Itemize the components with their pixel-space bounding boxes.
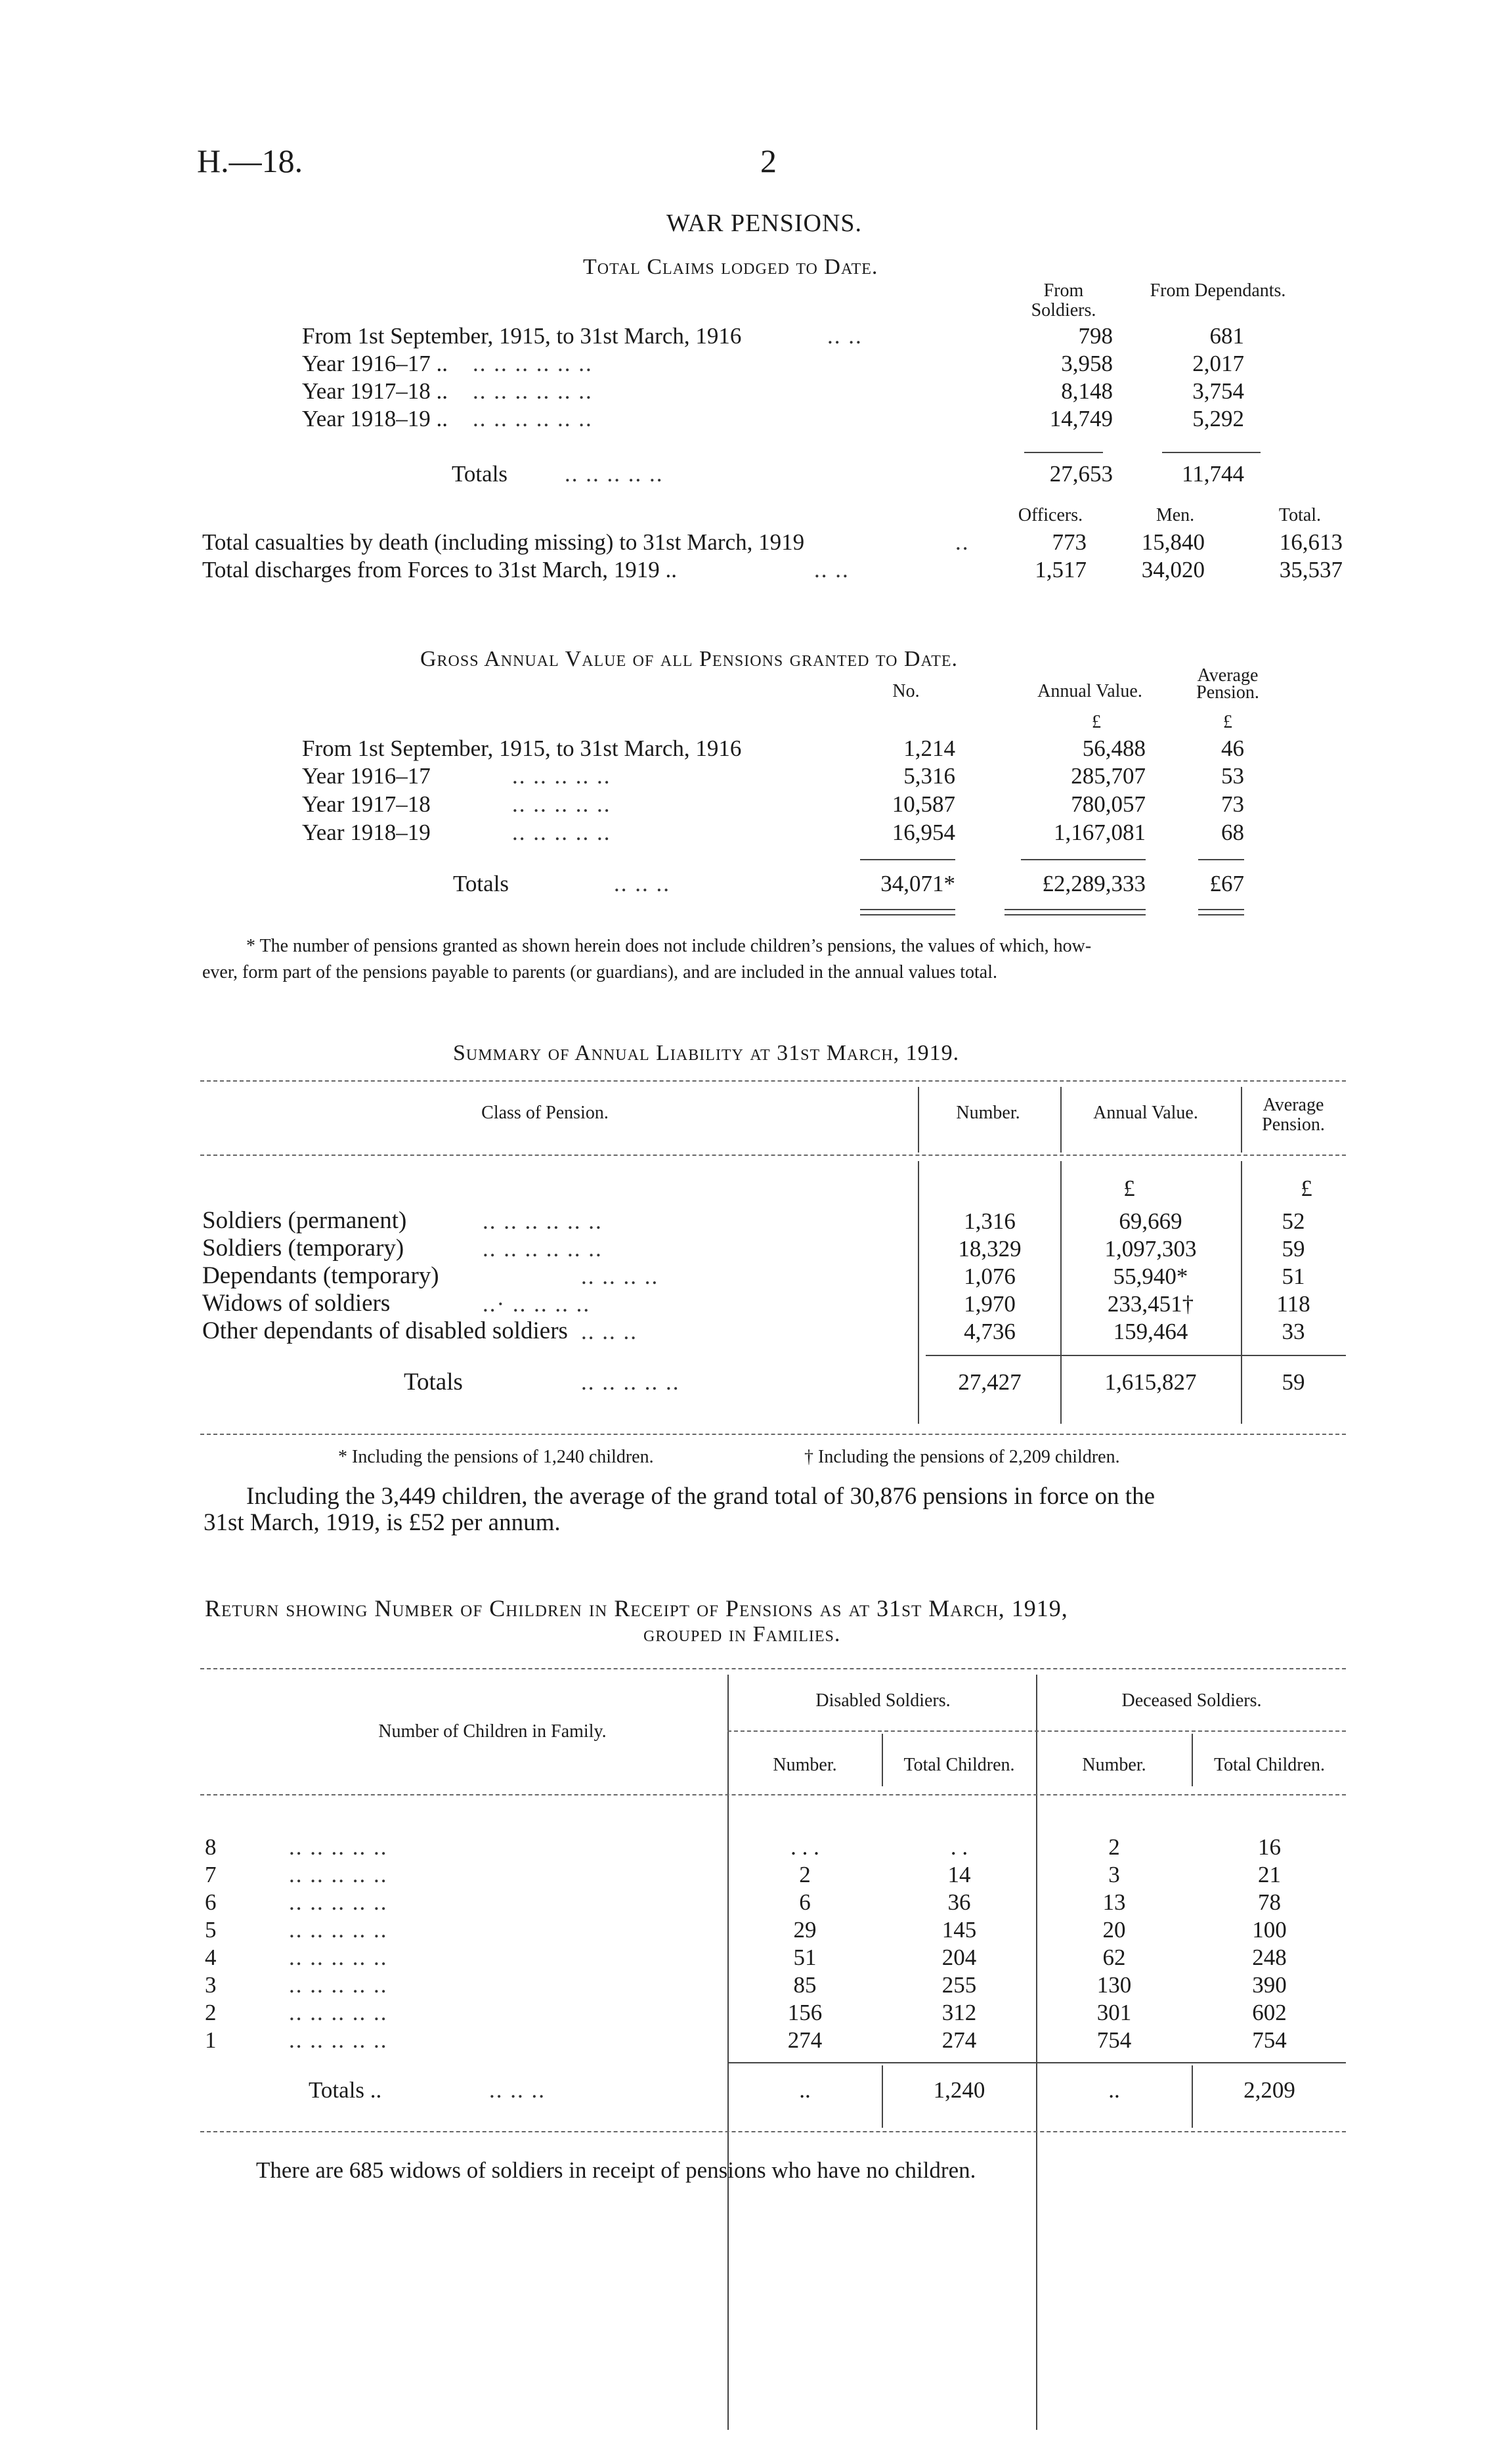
summary-paragraph-cont: 31st March, 1919, is £52 per annum. [204, 1509, 561, 1536]
gross-row-dots: .. .. .. .. .. [512, 791, 611, 817]
summary-note-2: † Including the pensions of 2,209 children. [804, 1447, 1120, 1467]
gross-double-rule [1004, 914, 1146, 915]
children-row-disabled-total: 255 [941, 1972, 977, 1998]
summary-totals-label: Totals [404, 1369, 463, 1396]
summary-col-class: Class of Pension. [481, 1103, 609, 1123]
children-row-dots: .. .. .. .. .. [289, 1889, 388, 1915]
claims-row-label: From 1st September, 1915, to 31st March, 1916 [302, 323, 742, 349]
children-row-disabled-number: 2 [799, 1862, 811, 1887]
casualty-row-dots: .. [955, 529, 970, 555]
summary-row-number: 1,970 [964, 1291, 1016, 1317]
casualty-row-men: 15,840 [1141, 529, 1205, 555]
claims-row-soldiers: 8,148 [1061, 378, 1113, 404]
children-row-dots: .. .. .. .. .. [289, 1834, 388, 1860]
claims-row-dependants: 2,017 [1192, 351, 1244, 376]
children-totals-deceased-total: 2,209 [1243, 2077, 1295, 2103]
children-row-deceased-number: 130 [1096, 1972, 1132, 1998]
summary-row-number: 1,316 [964, 1208, 1016, 1234]
claims-row-dependants: 681 [1209, 323, 1244, 349]
gross-row-value: 780,057 [1071, 791, 1146, 817]
claims-row-label: Year 1916–17 .. [302, 351, 448, 376]
summary-paragraph: Including the 3,449 children, the average of the grand total of 30,876 pensions in force on the [246, 1483, 1156, 1510]
children-row-dots: .. .. .. .. .. [289, 1945, 388, 1970]
summary-row-value: 69,669 [1119, 1208, 1182, 1234]
summary-heading: Summary of Annual Liability at 31st March, 1919. [453, 1041, 960, 1065]
children-col-deceased-number: Number. [1082, 1755, 1146, 1775]
gross-rule [1021, 859, 1146, 860]
summary-row-avg: 118 [1276, 1291, 1310, 1317]
summary-totals-value: 1,615,827 [1104, 1369, 1197, 1395]
summary-row-value: 233,451† [1107, 1291, 1194, 1317]
summary-totals-avg: 59 [1282, 1369, 1305, 1395]
children-row-dots: .. .. .. .. .. [289, 1862, 388, 1887]
claims-rule [1024, 452, 1103, 453]
summary-vrule [1060, 1161, 1062, 1424]
summary-row-label: Soldiers (permanent) [202, 1207, 407, 1234]
claims-totals-dependants: 11,744 [1182, 461, 1244, 487]
summary-unit-avg: £ [1301, 1176, 1312, 1201]
children-col-deceased-total: Total Children. [1213, 1755, 1326, 1775]
summary-row-value: 1,097,303 [1104, 1236, 1197, 1262]
children-row-deceased-number: 754 [1096, 2027, 1132, 2053]
summary-vrule [1241, 1161, 1242, 1424]
children-row-disabled-number: 156 [787, 2000, 823, 2025]
claims-row-dots: .. .. [827, 323, 863, 349]
children-header-rule [200, 1794, 1346, 1795]
children-vrule [1192, 2065, 1193, 2128]
summary-row-dots: .. .. .. .. .. .. [483, 1208, 603, 1234]
gross-double-rule [860, 914, 955, 915]
gross-double-rule [1004, 909, 1146, 910]
gross-totals-dots: .. .. .. [614, 871, 670, 896]
children-row-deceased-number: 13 [1102, 1889, 1126, 1915]
children-totals-deceased-number: .. [1108, 2077, 1120, 2103]
claims-heading: Total Claims lodged to Date. [583, 255, 878, 279]
cas-col-officers: Officers. [1018, 505, 1083, 525]
summary-row-label: Widows of soldiers [202, 1290, 391, 1317]
children-row-deceased-number: 3 [1108, 1862, 1120, 1887]
claims-row-soldiers: 14,749 [1049, 406, 1113, 431]
gross-footnote: * The number of pensions granted as shown herein does not include children’s pensions, the values of which, how- [246, 936, 1092, 956]
gross-row-no: 5,316 [903, 763, 955, 789]
children-row-deceased-total: 754 [1252, 2027, 1287, 2053]
widows-note: There are 685 widows of soldiers in receipt of pensions who have no children. [256, 2157, 976, 2183]
summary-col-avg: Average Pension. [1262, 1095, 1325, 1135]
children-col-deceased: Deceased Soldiers. [1121, 1690, 1262, 1711]
gross-row-value: 285,707 [1071, 763, 1146, 789]
gross-col-value: Annual Value. [1037, 681, 1142, 701]
children-row-deceased-total: 100 [1252, 1917, 1287, 1943]
children-row-deceased-total: 390 [1252, 1972, 1287, 1998]
children-totals-label: Totals .. [309, 2077, 382, 2103]
claims-row-soldiers: 798 [1078, 323, 1113, 349]
children-row-disabled-number: 6 [799, 1889, 811, 1915]
children-totals-rule [727, 2062, 1346, 2063]
children-row-disabled-total: 274 [941, 2027, 977, 2053]
children-row-disabled-total: 204 [941, 1945, 977, 1970]
children-col-family: Number of Children in Family. [378, 1721, 607, 1742]
claims-row-dots: .. .. .. .. .. .. [473, 351, 593, 376]
gross-row-avg: 46 [1221, 736, 1244, 761]
summary-row-avg: 33 [1282, 1319, 1305, 1344]
summary-row-dots: .. .. .. [581, 1319, 637, 1344]
children-col-disabled-total: Total Children. [903, 1755, 1015, 1775]
children-row-dots: .. .. .. .. .. [289, 2000, 388, 2025]
casualty-row-men: 34,020 [1141, 557, 1205, 583]
summary-col-number: Number. [956, 1103, 1020, 1123]
children-totals-disabled-total: 1,240 [933, 2077, 985, 2103]
claims-row-soldiers: 3,958 [1061, 351, 1113, 376]
summary-vrule [1060, 1087, 1062, 1153]
casualty-row-dots: .. .. [814, 557, 850, 583]
gross-row-label: Year 1918–19 [302, 820, 431, 845]
page-title: WAR PENSIONS. [666, 209, 863, 237]
summary-row-number: 4,736 [964, 1319, 1016, 1344]
children-totals-dots: .. .. .. [489, 2077, 546, 2103]
cas-col-total: Total. [1278, 505, 1322, 525]
gross-double-rule [1198, 909, 1244, 910]
gross-row-avg: 73 [1221, 791, 1244, 817]
summary-totals-rule [926, 1355, 1346, 1356]
gross-heading: Gross Annual Value of all Pensions granted to Date. [420, 647, 959, 671]
casualty-row-officers: 773 [1052, 529, 1087, 555]
claims-totals-soldiers: 27,653 [1049, 461, 1113, 487]
summary-unit-value: £ [1123, 1176, 1135, 1201]
children-row-disabled-number: 51 [793, 1945, 817, 1970]
claims-row-label: Year 1918–19 .. [302, 406, 448, 431]
gross-row-value: 1,167,081 [1054, 820, 1146, 845]
children-col-disabled-number: Number. [773, 1755, 837, 1775]
children-row-disabled-total: . . [950, 1834, 968, 1860]
gross-row-no: 16,954 [892, 820, 955, 845]
summary-col-value: Annual Value. [1093, 1103, 1198, 1123]
gross-row-label: From 1st September, 1915, to 31st March, 1916 [302, 736, 742, 761]
summary-vrule [1241, 1087, 1242, 1153]
children-row-dots: .. .. .. .. .. [289, 1917, 388, 1943]
children-subheader-rule [727, 1730, 1346, 1732]
summary-row-number: 18,329 [958, 1236, 1022, 1262]
gross-row-avg: 53 [1221, 763, 1244, 789]
children-row-deceased-total: 602 [1252, 2000, 1287, 2025]
children-heading: Return showing Number of Children in Receipt of Pensions as at 31st March, 1919, [205, 1595, 1068, 1621]
gross-row-label: Year 1917–18 [302, 791, 431, 817]
summary-row-number: 1,076 [964, 1264, 1016, 1289]
children-row-family-size: 4 [205, 1945, 217, 1970]
gross-totals-avg: £67 [1209, 871, 1244, 896]
gross-row-label: Year 1916–17 [302, 763, 431, 789]
children-row-disabled-total: 14 [947, 1862, 971, 1887]
claims-totals-dots: .. .. .. .. .. [565, 461, 664, 487]
gross-row-value: 56,488 [1082, 736, 1146, 761]
claims-rule [1162, 452, 1261, 453]
claims-row-dots: .. .. .. .. .. .. [473, 406, 593, 431]
children-top-rule [200, 1668, 1346, 1669]
summary-row-label: Soldiers (temporary) [202, 1235, 404, 1262]
gross-double-rule [860, 909, 955, 910]
casualty-row-label: Total discharges from Forces to 31st March, 1919 .. [202, 557, 678, 583]
page-ref: H.—18. [197, 143, 303, 179]
summary-header-rule [200, 1155, 1346, 1156]
page-number: 2 [760, 143, 777, 179]
summary-row-avg: 59 [1282, 1236, 1305, 1262]
claims-row-dependants: 5,292 [1192, 406, 1244, 431]
children-row-deceased-number: 20 [1102, 1917, 1126, 1943]
gross-unit-avg: £ [1223, 712, 1232, 732]
summary-row-label: Other dependants of disabled soldiers [202, 1317, 568, 1344]
claims-totals-label: Totals [452, 461, 508, 487]
children-row-disabled-number: 85 [793, 1972, 817, 1998]
cas-col-men: Men. [1156, 505, 1195, 525]
summary-row-value: 55,940* [1113, 1264, 1188, 1289]
children-row-disabled-number: 29 [793, 1917, 817, 1943]
summary-vrule [918, 1161, 919, 1424]
summary-row-avg: 52 [1282, 1208, 1305, 1234]
children-row-deceased-total: 248 [1252, 1945, 1287, 1970]
children-row-deceased-total: 21 [1258, 1862, 1281, 1887]
children-row-family-size: 2 [205, 2000, 217, 2025]
claims-col-dependants: From Dependants. [1150, 280, 1286, 301]
children-row-deceased-number: 2 [1108, 1834, 1120, 1860]
casualty-row-total: 35,537 [1279, 557, 1343, 583]
claims-col-soldiers: From Soldiers. [1031, 280, 1096, 320]
claims-row-dependants: 3,754 [1192, 378, 1244, 404]
gross-unit-value: £ [1092, 712, 1101, 732]
summary-vrule [918, 1087, 919, 1153]
gross-rule [1198, 859, 1244, 860]
summary-row-dots: .. .. .. .. [581, 1264, 659, 1289]
summary-totals-dots: .. .. .. .. .. [581, 1369, 680, 1395]
summary-bottom-rule [200, 1434, 1346, 1435]
summary-note-1: * Including the pensions of 1,240 children. [338, 1447, 654, 1467]
summary-row-dots: ..· .. .. .. .. [483, 1291, 591, 1317]
children-row-family-size: 7 [205, 1862, 217, 1887]
gross-double-rule [1198, 914, 1244, 915]
children-row-family-size: 8 [205, 1834, 217, 1860]
gross-row-no: 1,214 [903, 736, 955, 761]
casualty-row-label: Total casualties by death (including missing) to 31st March, 1919 [202, 529, 805, 555]
children-row-dots: .. .. .. .. .. [289, 1972, 388, 1998]
children-vrule [882, 2065, 883, 2128]
children-heading-cont: grouped in Families. [643, 1622, 841, 1646]
gross-row-dots: .. .. .. .. .. [512, 820, 611, 845]
casualty-row-total: 16,613 [1279, 529, 1343, 555]
children-row-disabled-total: 36 [947, 1889, 971, 1915]
children-row-disabled-total: 312 [941, 2000, 977, 2025]
gross-col-avg: Average Pension. [1196, 665, 1259, 703]
children-row-dots: .. .. .. .. .. [289, 2027, 388, 2053]
children-totals-disabled-number: .. [799, 2077, 811, 2103]
casualty-row-officers: 1,517 [1035, 557, 1087, 583]
summary-row-dots: .. .. .. .. .. .. [483, 1236, 603, 1262]
summary-row-value: 159,464 [1113, 1319, 1188, 1344]
children-row-disabled-number: 274 [787, 2027, 823, 2053]
children-row-family-size: 6 [205, 1889, 217, 1915]
gross-totals-label: Totals [453, 871, 509, 896]
claims-row-label: Year 1917–18 .. [302, 378, 448, 404]
children-row-family-size: 3 [205, 1972, 217, 1998]
claims-row-dots: .. .. .. .. .. .. [473, 378, 593, 404]
children-col-disabled: Disabled Soldiers. [815, 1690, 951, 1711]
children-row-deceased-total: 16 [1258, 1834, 1281, 1860]
gross-row-avg: 68 [1221, 820, 1244, 845]
children-row-disabled-number: . . . [790, 1834, 819, 1860]
summary-row-label: Dependants (temporary) [202, 1262, 439, 1289]
children-row-family-size: 5 [205, 1917, 217, 1943]
gross-col-no: No. [892, 681, 920, 701]
children-bottom-rule [200, 2131, 1346, 2132]
children-row-family-size: 1 [205, 2027, 217, 2053]
gross-footnote-cont: ever, form part of the pensions payable to parents (or guardians), and are included in the annual values total. [202, 962, 998, 982]
children-row-disabled-total: 145 [941, 1917, 977, 1943]
gross-row-no: 10,587 [892, 791, 955, 817]
gross-totals-value: £2,289,333 [1042, 871, 1146, 896]
children-row-deceased-number: 301 [1096, 2000, 1132, 2025]
gross-rule [860, 859, 955, 860]
children-row-deceased-total: 78 [1258, 1889, 1281, 1915]
children-row-deceased-number: 62 [1102, 1945, 1126, 1970]
gross-totals-no: 34,071* [880, 871, 955, 896]
summary-top-rule [200, 1080, 1346, 1082]
gross-row-dots: .. .. .. .. .. [512, 763, 611, 789]
summary-row-avg: 51 [1282, 1264, 1305, 1289]
summary-totals-number: 27,427 [958, 1369, 1022, 1395]
